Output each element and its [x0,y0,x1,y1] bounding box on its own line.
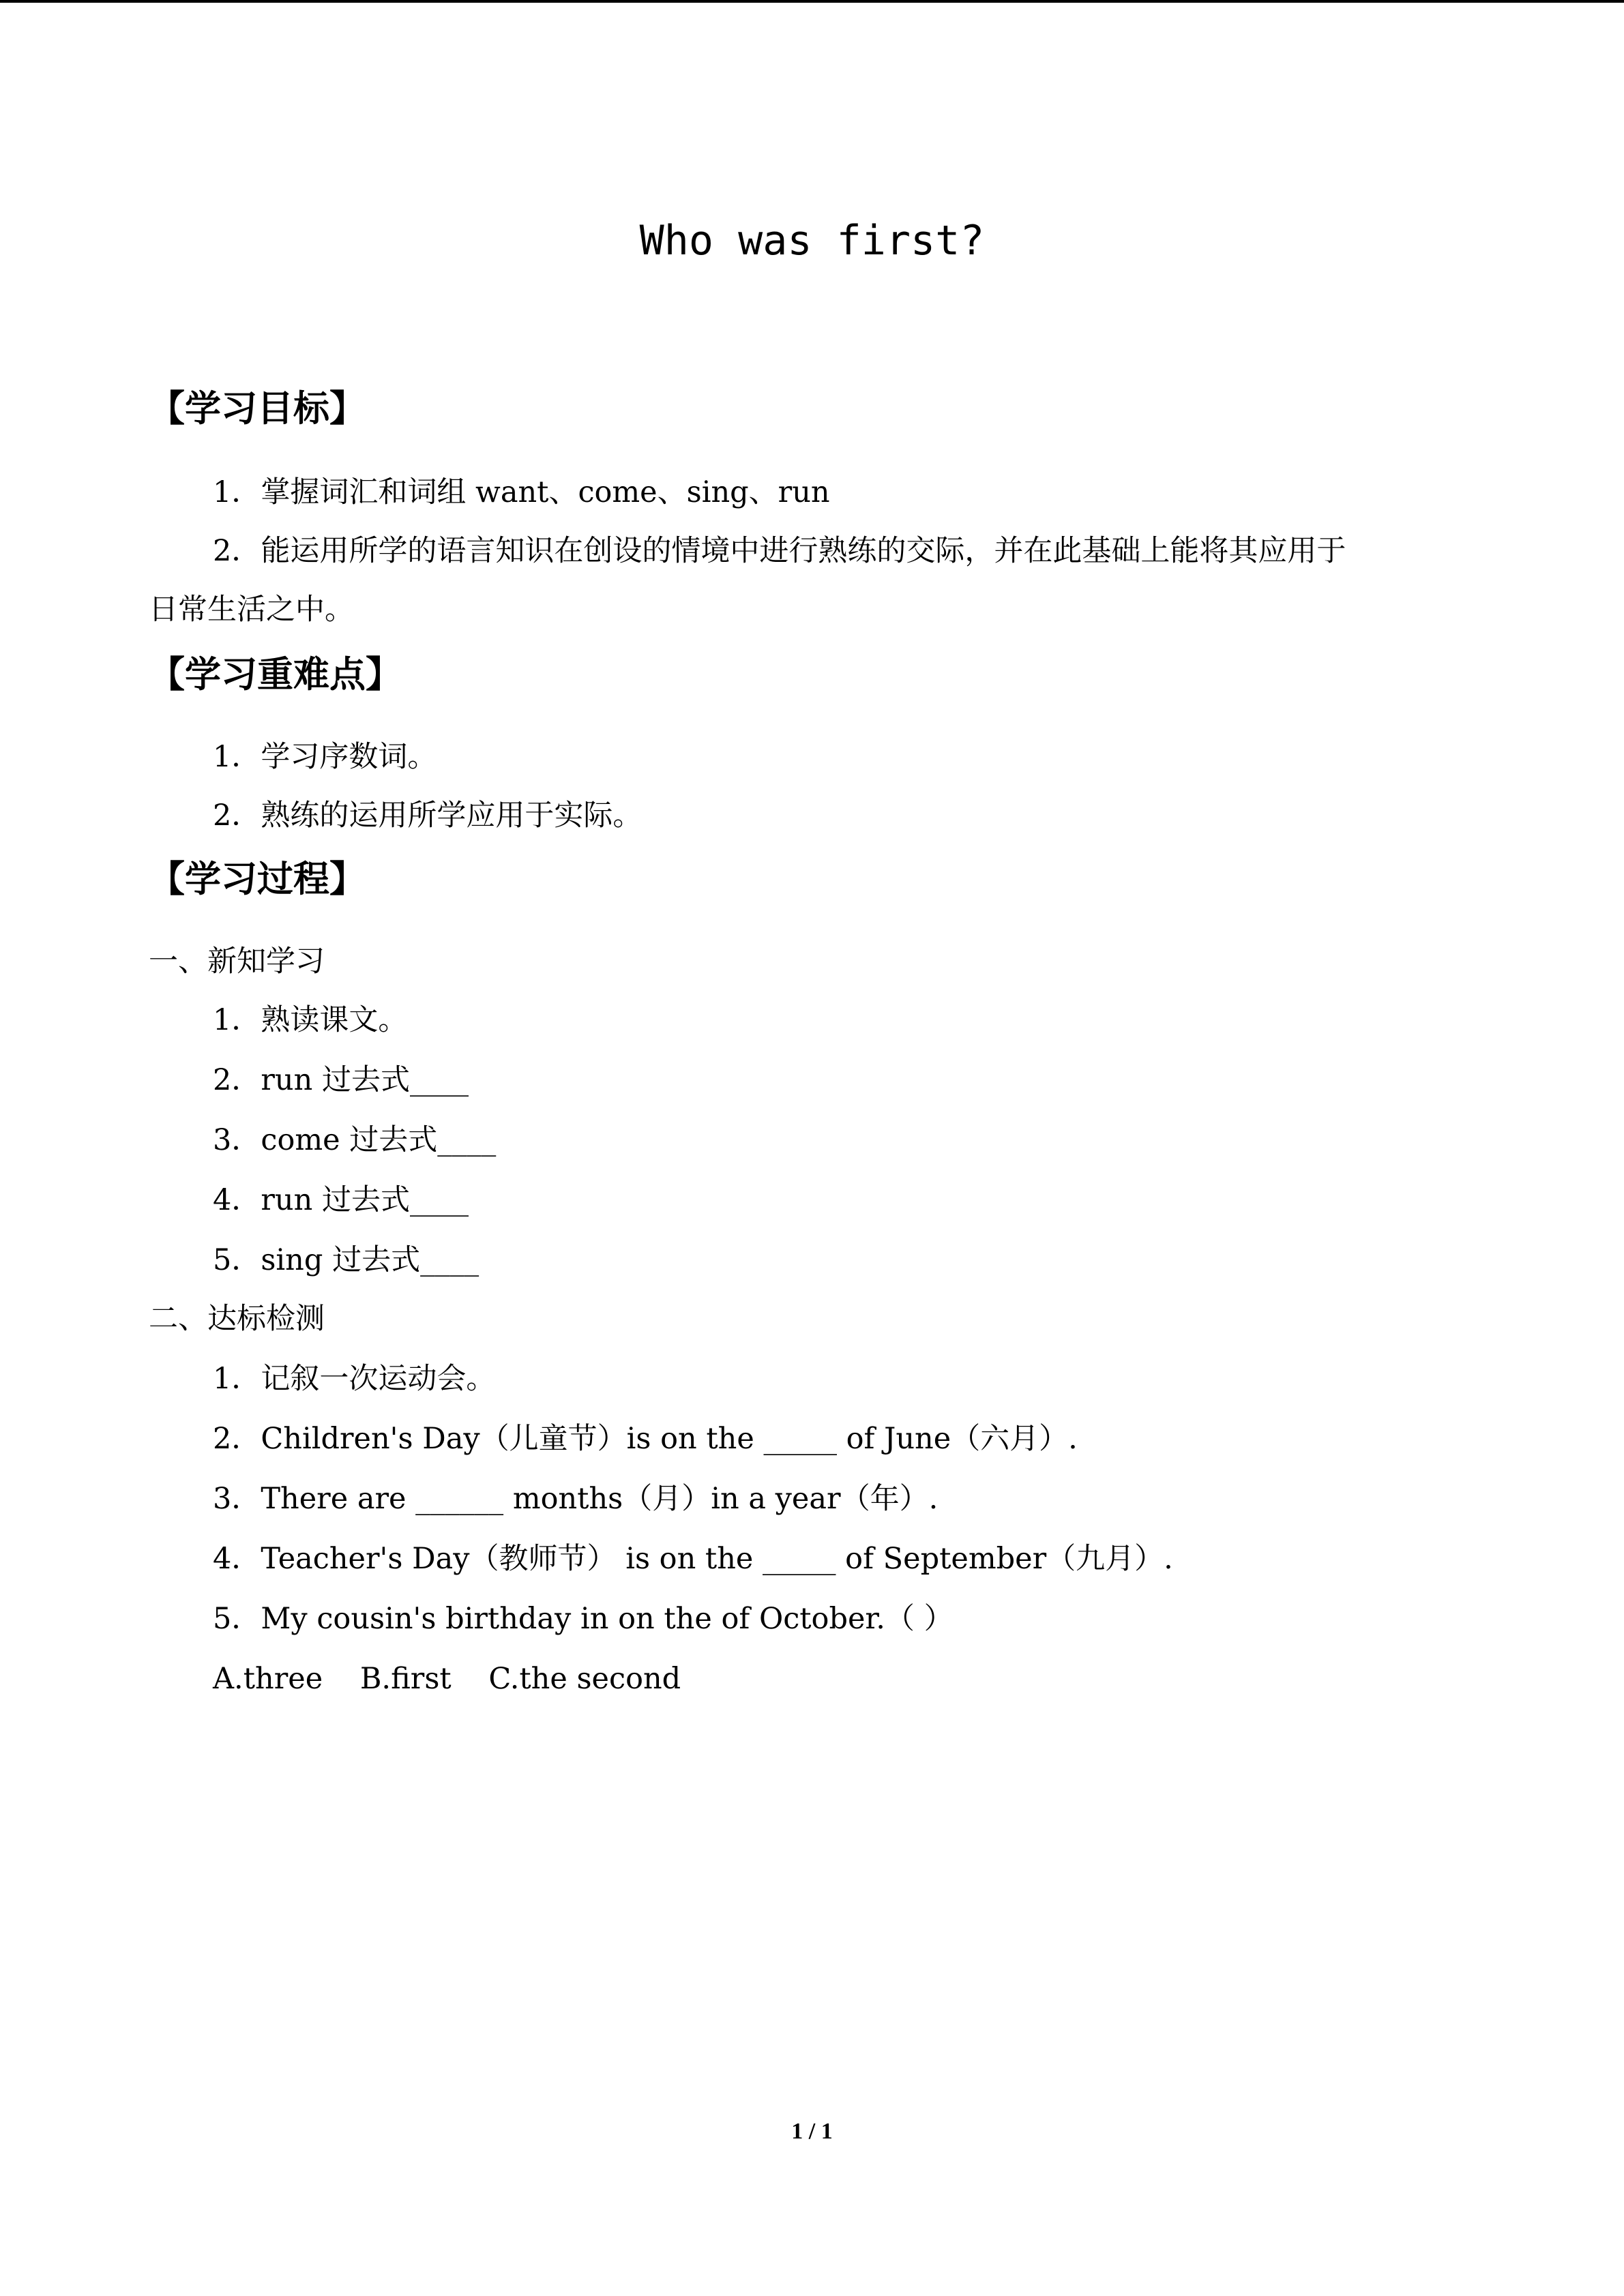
key-point-item-1: 1．学习序数词。 [213,740,437,774]
goal-item-2-continued: 日常生活之中。 [149,593,354,627]
process-part2-options: A.three B.first C.the second [213,1662,681,1696]
section-heading-goals: 【学习目标】 [149,388,366,430]
section-heading-process: 【学习过程】 [149,859,366,900]
process-part2-label: 二、达标检测 [149,1302,325,1336]
page-top-border [0,0,1624,3]
process-part2-item-2: 2．Children's Day（儿童节）is on the _____ of June（六月）. [213,1422,1078,1456]
process-part1-item-4: 4．run 过去式____ [213,1183,469,1217]
page-number: 1 / 1 [791,2119,833,2144]
process-part1-item-5: 5．sing 过去式____ [213,1243,479,1277]
process-part2-item-4: 4．Teacher's Day（教师节） is on the _____ of September（九月）. [213,1542,1173,1576]
process-part2-item-3: 3．There are ______ months（月）in a year（年）. [213,1482,939,1516]
goal-item-1: 1．掌握词汇和词组 want、come、sing、run [213,475,830,509]
key-point-item-2: 2．熟练的运用所学应用于实际。 [213,799,643,833]
section-heading-key-points: 【学习重难点】 [149,654,402,696]
goal-item-2: 2．能运用所学的语言知识在创设的情境中进行熟练的交际，并在此基础上能将其应用于 [213,534,1346,568]
process-part1-item-3: 3．come 过去式____ [213,1123,497,1157]
process-part1-item-2: 2．run 过去式____ [213,1063,469,1097]
page-title: Who was first? [639,217,985,265]
process-part1-item-1: 1．熟读课文。 [213,1003,408,1037]
process-part1-label: 一、新知学习 [149,944,325,979]
process-part2-item-5: 5．My cousin's birthday in on the of October.（ ） [213,1602,954,1636]
process-part2-item-1: 1．记叙一次运动会。 [213,1362,496,1396]
